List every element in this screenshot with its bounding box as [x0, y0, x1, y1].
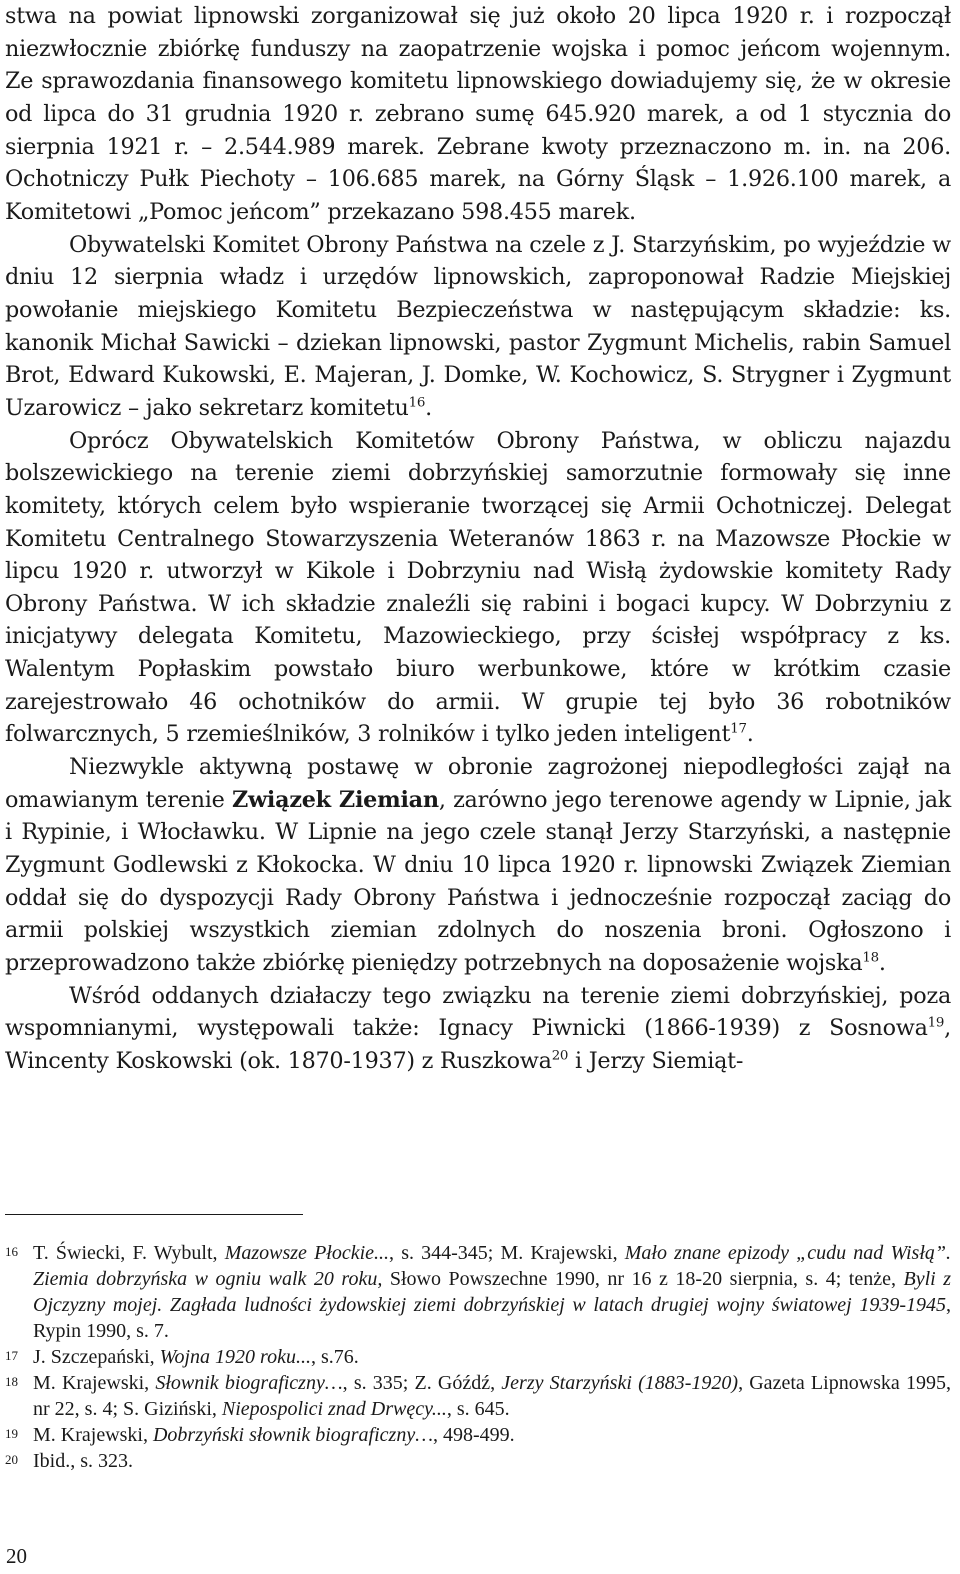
- footnote-text: , s. 335; Z. Góźdź,: [342, 1372, 502, 1394]
- page-number: 20: [6, 1544, 27, 1568]
- paragraph-2: [5, 229, 951, 425]
- footnote-18: [5, 1370, 951, 1422]
- footnote-text: , s.76.: [310, 1346, 359, 1368]
- main-text: [5, 0, 951, 1078]
- footnote-ref-19[interactable]: 19: [927, 1015, 945, 1031]
- footnote-divider: [5, 1214, 303, 1215]
- paragraph-text: stwa na powiat lipnowski zorganizował się już około 20 lipca 1920 r. i rozpoczął niezwłocznie zbiórkę funduszy na zaopatrzenie wojska i pomoc jeńcom wojennym. Ze sprawozdania finansowego komitetu lipnowskiego dowiadujemy się, że w okresie od lipca do 31 grudnia 1920 r. zebrano sumę 645.920 marek, a od 1 stycznia do sierpnia 1921 r. – 2.544.989 marek. Zebrane kwoty przeznaczono m. in. na 206. Ochotniczy Pułk Piechoty – 106.685 marek, na Górny Śląsk – 1.926.100 marek, a Komitetowi „Pomoc jeńcom” przekazano 598.455 marek.: [5, 3, 951, 225]
- footnote-ref-17[interactable]: 17: [730, 722, 747, 738]
- footnote-title: Wojna 1920 roku...: [159, 1346, 311, 1368]
- footnote-number: 20: [5, 1452, 18, 1467]
- paragraph-text: Oprócz Obywatelskich Komitetów Obrony Państwa, w obliczu najazdu bolszewickiego na terenie ziemi dobrzyńskiej samorzutnie formowały się inne komitety, których celem było wspieranie tworzącej się Armii Ochotniczej. Delegat Komitetu Centralnego Stowarzyszenia Weteranów 1863 r. na Mazowsze Płockie w lipcu 1920 r. utworzył w Kikole i Dobrzyniu nad Wisłą żydowskie komitety Rady Obrony Państwa. W ich składzie znaleźli się rabini i bogaci kupcy. W Dobrzyniu z inicjatywy delegata Komitetu, Mazowieckiego, przy ścisłej współpracy z ks. Walentym Popłaskim powstało biuro werbunkowe, które w krótkim czasie zarejestrowało 46 ochotników do armii. W grupie tej było 36 robotników folwarcznych, 5 rzemieślników, 3 rolników i tylko jeden inteligent: [5, 427, 951, 748]
- paragraph-4: [5, 751, 951, 980]
- footnote-text: , s. 344-345; M. Krajewski,: [389, 1242, 625, 1264]
- footnote-number: 16: [5, 1244, 18, 1259]
- footnote-ref-18[interactable]: 18: [862, 950, 879, 966]
- footnote-text: M. Krajewski,: [33, 1372, 156, 1394]
- footnote-ref-20[interactable]: 20: [551, 1048, 569, 1064]
- paragraph-text: , zarówno jego terenowe agendy w Lipnie, jak i Rypinie, i Włocławku. W Lipnie na jego czele stanął Jerzy Starzyński, a następnie Zygmunt Godlewski z Kłokocka. W dniu 10 lipca 1920 r. lipnowski Związek Ziemian oddał się do dyspozycji Rady Obrony Państwa i jednocześnie rozpoczął zaciąg do armii polskiej wszystkich ziemian zdolnych do noszenia broni. Ogłoszono i przeprowadzono także zbiórkę pieniędzy potrzebnych na doposażenie wojska: [5, 786, 951, 977]
- footnote-title: Dobrzyński słownik biograficzny…: [152, 1424, 433, 1446]
- footnote-text: T. Świecki, F. Wybult,: [33, 1242, 225, 1264]
- footnote-title: Mazowsze Płockie...: [224, 1242, 390, 1264]
- punctuation: .: [425, 394, 432, 421]
- footnote-number: 17: [5, 1348, 18, 1363]
- paragraph-text: Niezwykle aktywną postawę w obronie zagrożonej niepodległości zajął na omawianym terenie: [5, 754, 951, 813]
- footnote-17: [5, 1344, 951, 1370]
- footnote-text: J. Szczepański,: [33, 1346, 160, 1368]
- footnote-title: Jerzy Starzyński (1883-1920): [501, 1372, 739, 1394]
- punctuation: .: [878, 950, 886, 977]
- footnotes-section: [5, 1240, 951, 1474]
- bold-term: Związek Ziemian: [231, 786, 439, 813]
- footnote-20: [5, 1448, 951, 1474]
- footnote-text: , s. 645.: [446, 1398, 510, 1420]
- punctuation: .: [746, 721, 754, 748]
- footnote-text: Słowo Powszechne 1990, nr 16 z 18-20 sierpnia, s. 4; tenże,: [382, 1268, 904, 1290]
- footnote-text: , Gazeta Lipnowska 1995, nr 22, s. 4; S. Giziński,: [33, 1372, 951, 1420]
- footnote-title: Byli z Ojczyzny mojej. Zagłada ludności żydowskiej ziemi dobrzyńskiej w latach drugiej wojny światowej 1939-1945: [33, 1268, 952, 1316]
- footnote-text: , Rypin 1990, s. 7.: [33, 1294, 951, 1342]
- footnote-text: Ibid., s. 323.: [33, 1450, 133, 1472]
- footnote-16: [5, 1240, 951, 1344]
- paragraph-text: i Jerzy Siemiąt-: [568, 1048, 744, 1074]
- footnote-text: , 498-499.: [432, 1424, 515, 1446]
- footnote-number: 18: [5, 1374, 18, 1389]
- footnote-ref-16[interactable]: 16: [408, 395, 426, 411]
- footnote-19: [5, 1422, 951, 1448]
- paragraph-5: [5, 980, 951, 1078]
- paragraph-3: [5, 425, 951, 752]
- footnote-title: Słownik biograficzny…: [155, 1372, 343, 1394]
- paragraph-text: Obywatelski Komitet Obrony Państwa na czele z J. Starzyńskim, po wyjeździe w dniu 12 sierpnia władz i urzędów lipnowskich, zaproponował Radzie Miejskiej powołanie miejskiego Komitetu Bezpieczeństwa w następującym składzie: ks. kanonik Michał Sawicki – dziekan lipnowski, pastor Zygmunt Michelis, rabin Samuel Brot, Edward Kukowski, E. Majeran, J. Domke, W. Kochowicz, S. Strygner i Zygmunt Uzarowicz – jako sekretarz komitetu: [5, 231, 951, 421]
- footnote-title: Mało znane epizody „cudu nad Wisłą”. Ziemia dobrzyńska w ogniu walk 20 roku,: [33, 1242, 952, 1290]
- paragraph-1: [5, 0, 951, 229]
- paragraph-text: Wśród oddanych działaczy tego związku na terenie ziemi dobrzyńskiej, poza wspomnianymi, występowali także: Ignacy Piwnicki (1866-1939) z Sosnowa: [5, 982, 951, 1042]
- footnote-title: Niepospolici znad Drwęcy...: [221, 1398, 447, 1420]
- footnote-number: 19: [5, 1426, 18, 1441]
- footnote-text: M. Krajewski,: [33, 1424, 153, 1446]
- paragraph-text: , Wincenty Koskowski (ok. 1870-1937) z Ruszkowa: [5, 1015, 951, 1074]
